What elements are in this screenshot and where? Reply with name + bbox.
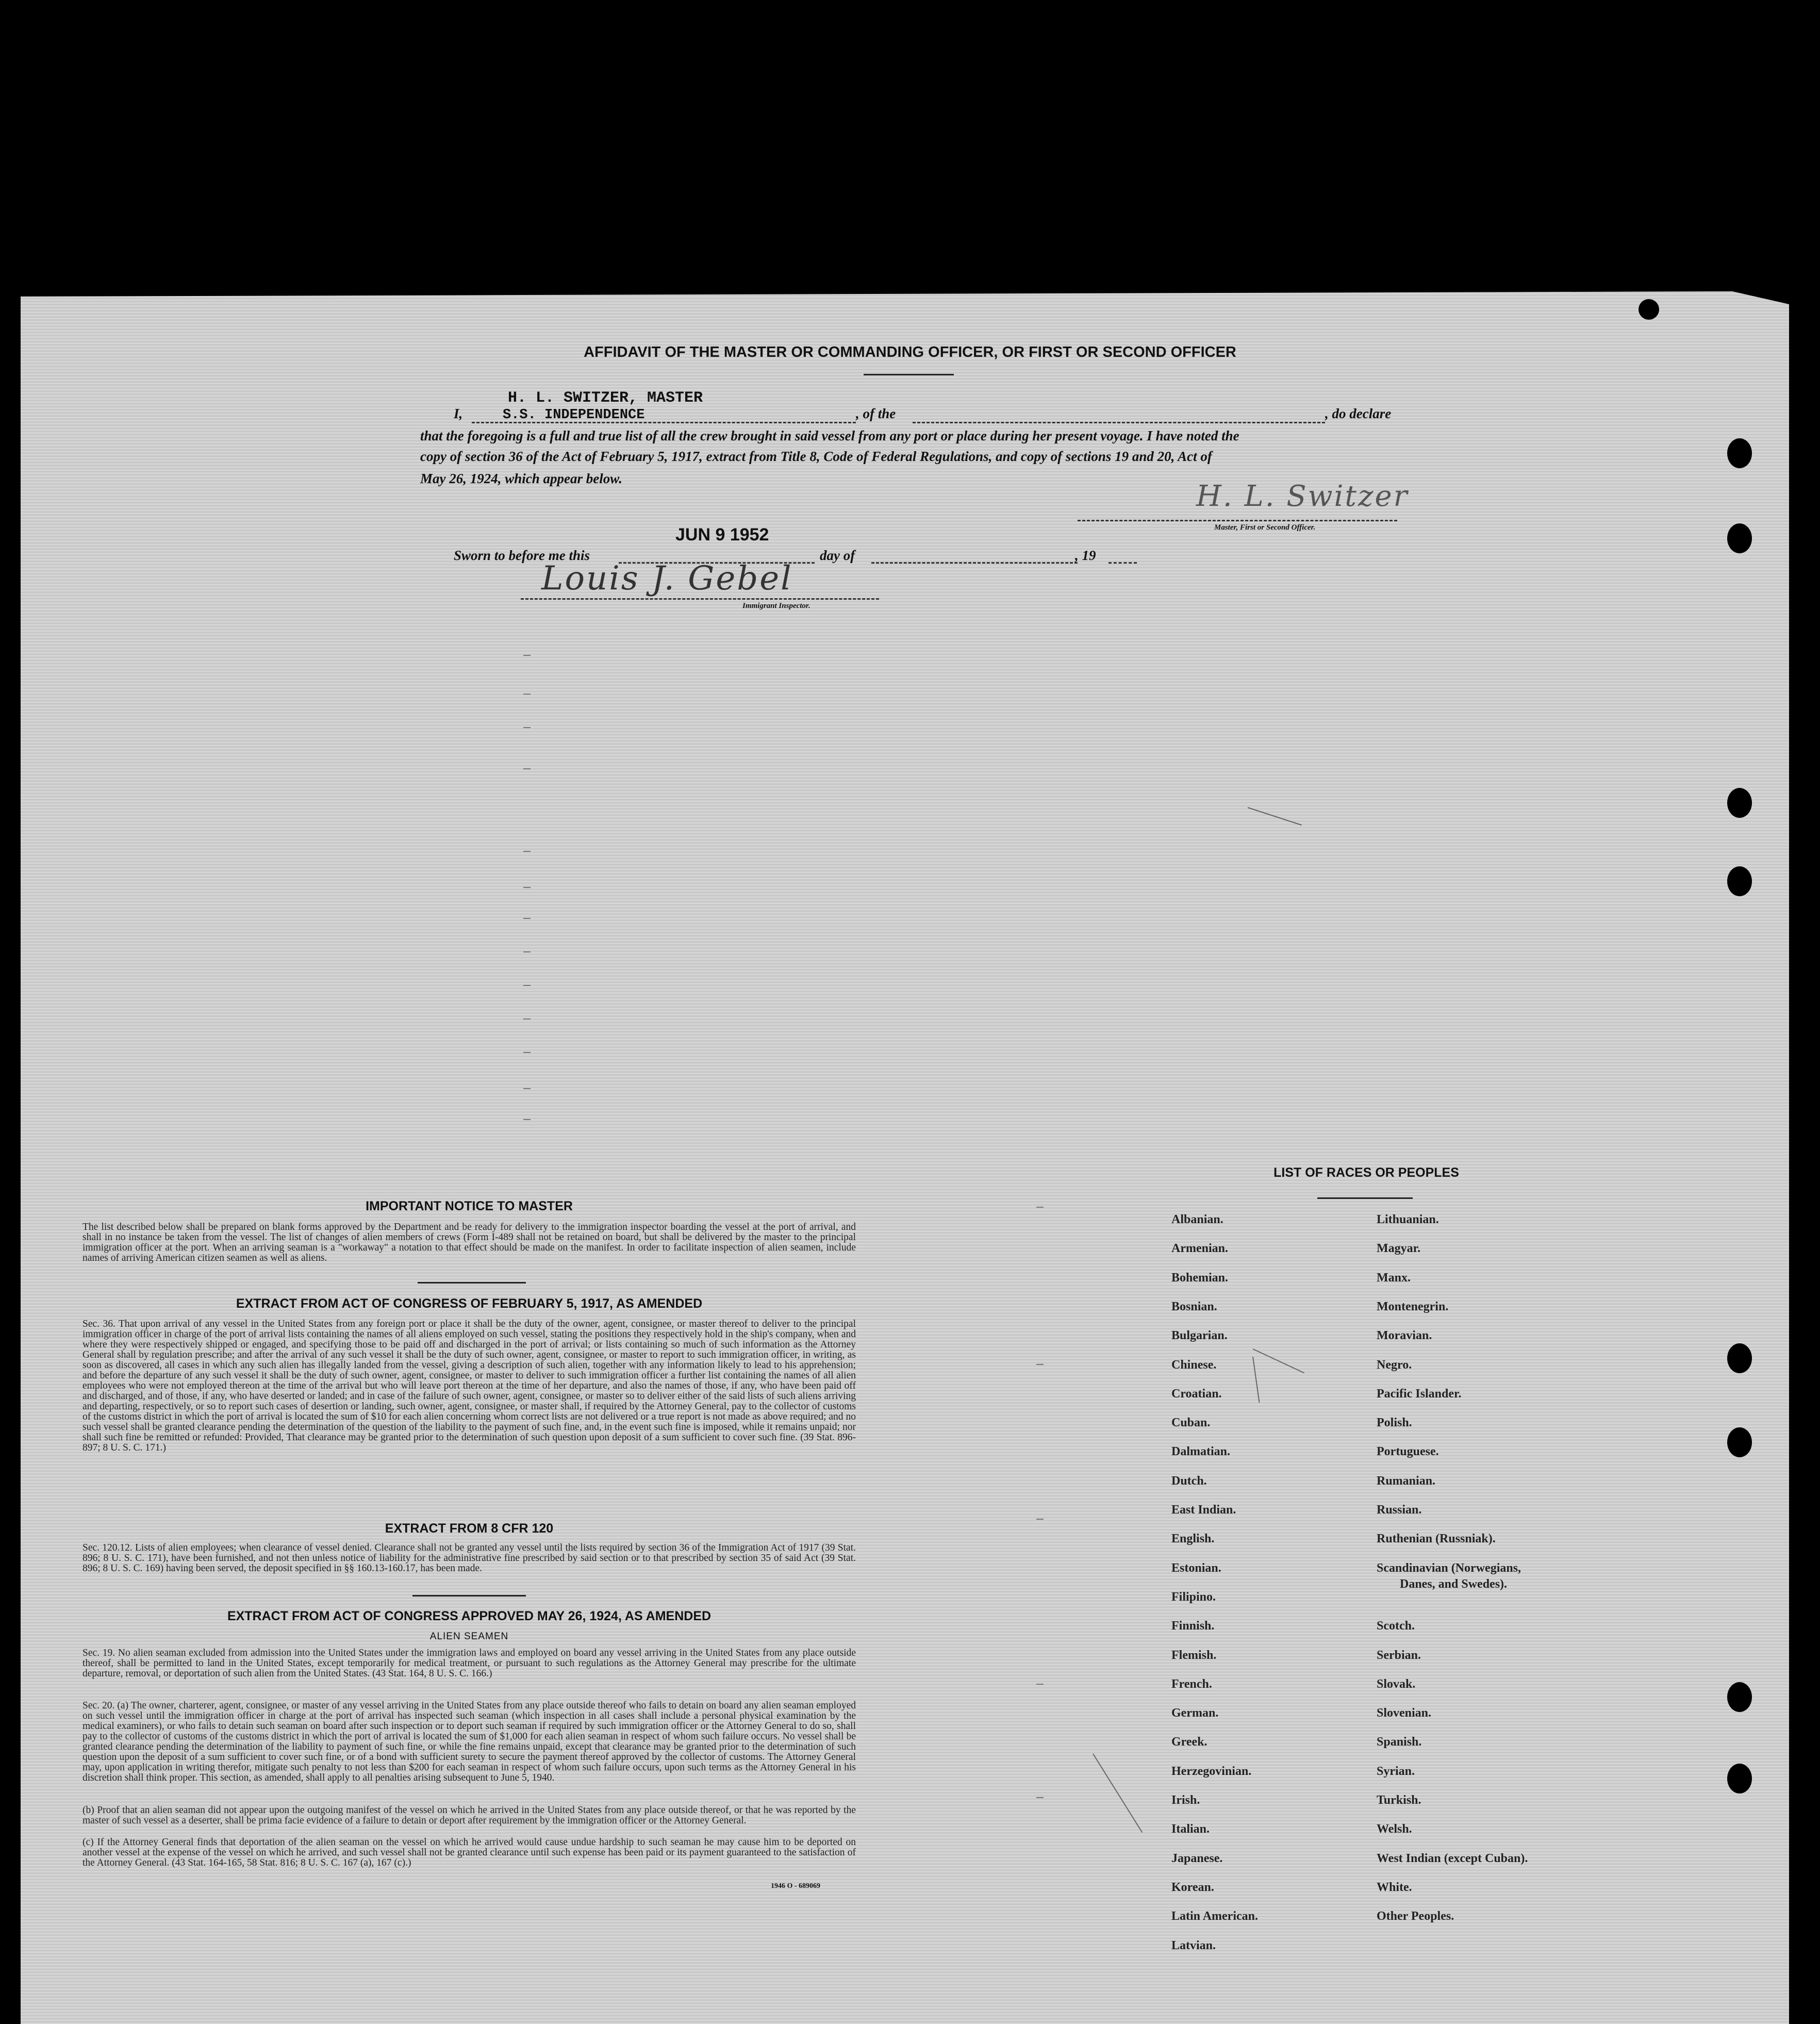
race-item: East Indian. bbox=[1171, 1503, 1236, 1517]
extract-cfr-text: Sec. 120.12. Lists of alien employees; when clearance of vessel denied. Clearance shall not be granted any vessel until the lists required by section 36 of the Immigration Act of 1917 (39 Stat. 896; 8 U. S. C. 171), have been furnished, and not then unless notice of liability for the administrative fine prescribed by said section or to that prescribed by section 35 of said Act (39 Stat. 896; 8 U. S. C. 169) having been served, the deposit specified in §§ 160.13-160.17, has been made. bbox=[82, 1542, 856, 1574]
section-19-text: Sec. 19. No alien seaman excluded from admission into the United States under the immigration laws and employed on board any vessel arriving in the United States from any place outside thereof, shall be permitted to land in the United States, except temporarily for medical treatment, or pursuant to such regulations as the Attorney General may prescribe for the ultimate departure, removal, or deportation of such alien from the United States. (43 Stat. 164, 8 U. S. C. 166.) bbox=[82, 1648, 856, 1679]
punch-hole bbox=[1727, 866, 1752, 896]
race-item: Montenegrin. bbox=[1377, 1299, 1449, 1313]
sworn-date-stamp: JUN 9 1952 bbox=[675, 525, 769, 545]
print-code: 1946 O - 689069 bbox=[771, 1882, 821, 1890]
race-item: Rumanian. bbox=[1377, 1474, 1436, 1488]
race-item: Latin American. bbox=[1171, 1910, 1258, 1923]
ledger-mark bbox=[523, 918, 531, 919]
ledger-mark bbox=[523, 887, 531, 888]
races-rule bbox=[1317, 1197, 1413, 1199]
race-item: Estonian. bbox=[1171, 1561, 1221, 1575]
punch-hole bbox=[1639, 299, 1659, 320]
notice-text: The list described below shall be prepared on blank forms approved by the Department and be ready for delivery to the immigration inspector boarding the vessel at the port of arrival, and shall in no instance be taken from the vessel. The list of changes of alien members of crews (Form I-489 shall not be retained on board, but shall be delivered by the master to the principal immigration officer at the port. When an arriving seaman is a "workaway" a notation to that effect should be made on the manifest. In order to facilitate inspection of alien seamen, include names of arriving American citizen seamen as well as aliens. bbox=[82, 1222, 856, 1263]
ledger-mark bbox=[523, 655, 531, 656]
race-item: English. bbox=[1171, 1532, 1215, 1546]
race-item: Magyar. bbox=[1377, 1242, 1421, 1256]
race-item: Negro. bbox=[1377, 1358, 1412, 1372]
inspector-signature-line bbox=[521, 598, 879, 600]
section-20a-text: Sec. 20. (a) The owner, charterer, agent, consignee, or master of any vessel arriving in the United States from any place outside thereof who fails to detain on board any alien seaman employed on such vessel until the immigration officer in charge at the port of arrival has inspected such seaman (which inspection in all cases shall include a personal physical examination by the medical examiners), or who fails to detain such seaman on board after such inspection or to deport such seaman if required by such immigration officer or the Attorney General to do so, shall pay to the collector of customs of the customs district in which the port of arrival is located the sum of $1,000 for each alien seaman in respect of whom such failure occurs. No vessel shall be granted clearance pending the determination of the liability to payment of such fine, or while the fine remains unpaid, except that clearance may be granted prior to the determination of such question upon the deposit of a sum sufficient to cover such fine, or of a bond with sufficient surety to secure the payment thereof approved by the collector of customs. The Attorney General may, upon application in writing therefor, mitigate such penalty to not less than $200 for each seaman in respect of whom such failure occurs, upon such terms as the Attorney General in his discretion shall think proper. This section, as amended, shall apply to all penalties arising subsequent to June 5, 1940. bbox=[82, 1700, 856, 1783]
inspector-caption: Immigrant Inspector. bbox=[742, 602, 810, 610]
punch-hole bbox=[1727, 788, 1752, 818]
race-item: Bulgarian. bbox=[1171, 1329, 1228, 1343]
extract-cfr-heading: EXTRACT FROM 8 CFR 120 bbox=[385, 1521, 554, 1536]
ledger-mark bbox=[523, 694, 531, 695]
race-item: West Indian (except Cuban). bbox=[1377, 1851, 1528, 1865]
section-rule bbox=[412, 1595, 526, 1597]
race-item: Polish. bbox=[1377, 1416, 1412, 1430]
ledger-mark bbox=[523, 768, 531, 769]
race-item: Syrian. bbox=[1377, 1764, 1415, 1778]
punch-hole bbox=[1727, 1427, 1752, 1457]
ledger-mark bbox=[523, 851, 531, 852]
ledger-mark bbox=[1036, 1207, 1044, 1208]
month-line bbox=[871, 562, 1078, 564]
race-item: Pacific Islander. bbox=[1377, 1387, 1462, 1401]
section-20c-text: (c) If the Attorney General finds that deportation of the alien seaman on the vessel on which he arrived would cause undue hardship to such seaman he may cause him to be deported on another vessel at the expense of the vessel on which he arrived, and such vessel shall not be granted clearance until such expense has been paid or its payment guaranteed to the satisfaction of the Attorney General. (43 Stat. 164-165, 58 Stat. 816; 8 U. S. C. 167 (a), 167 (c).) bbox=[82, 1837, 856, 1868]
race-item: Italian. bbox=[1171, 1822, 1210, 1836]
punch-hole bbox=[1727, 1764, 1752, 1793]
race-item: Scotch. bbox=[1377, 1619, 1415, 1633]
race-item: Serbian. bbox=[1377, 1648, 1421, 1662]
race-item: Moravian. bbox=[1377, 1329, 1432, 1343]
punch-hole bbox=[1727, 523, 1752, 553]
extract-1917-heading: EXTRACT FROM ACT OF CONGRESS OF FEBRUARY 5, 1917, AS AMENDED bbox=[236, 1296, 703, 1311]
race-item: Slovenian. bbox=[1377, 1706, 1432, 1720]
race-item: Albanian. bbox=[1171, 1213, 1223, 1226]
of-the-label: , of the bbox=[856, 406, 896, 421]
ledger-mark bbox=[523, 1119, 531, 1120]
punch-hole bbox=[1727, 1343, 1752, 1373]
race-item: Welsh. bbox=[1377, 1822, 1412, 1836]
race-item: French. bbox=[1171, 1677, 1212, 1691]
race-item: Flemish. bbox=[1171, 1648, 1217, 1662]
inspector-signature: Louis J. Gebel bbox=[541, 560, 793, 598]
ledger-mark bbox=[523, 951, 531, 952]
ledger-mark bbox=[1036, 1797, 1044, 1798]
race-item: Cuban. bbox=[1171, 1416, 1211, 1430]
alien-seamen-subheading: ALIEN SEAMEN bbox=[429, 1631, 509, 1642]
race-item: White. bbox=[1377, 1880, 1412, 1894]
race-item: Dutch. bbox=[1171, 1474, 1207, 1488]
race-item: Russian. bbox=[1377, 1503, 1422, 1517]
race-item: Herzegovinian. bbox=[1171, 1764, 1252, 1778]
race-item: Irish. bbox=[1171, 1793, 1200, 1807]
race-item: Spanish. bbox=[1377, 1735, 1422, 1749]
race-item: Greek. bbox=[1171, 1735, 1207, 1749]
ledger-mark bbox=[523, 727, 531, 728]
affidavit-body-line: that the foregoing is a full and true list of all the crew brought in said vessel from any port or place during her present voyage. I have noted the bbox=[420, 428, 1239, 443]
race-item: Bohemian. bbox=[1171, 1271, 1229, 1285]
race-item: Lithuanian. bbox=[1377, 1213, 1439, 1226]
race-item: Slovak. bbox=[1377, 1677, 1416, 1691]
race-item: Latvian. bbox=[1171, 1938, 1216, 1952]
race-item: Chinese. bbox=[1171, 1358, 1217, 1372]
of-the-line bbox=[913, 422, 1325, 423]
races-heading: LIST OF RACES OR PEOPLES bbox=[1273, 1165, 1459, 1180]
affidavit-body-line: copy of section 36 of the Act of February 5, 1917, extract from Title 8, Code of Federal Regulations, and copy of sections 19 and 20, Act of bbox=[420, 449, 1212, 464]
master-signature-line bbox=[1078, 520, 1397, 521]
ledger-mark bbox=[1036, 1519, 1044, 1520]
year-line bbox=[1108, 562, 1137, 564]
race-item: Croatian. bbox=[1171, 1387, 1222, 1401]
race-item: Dalmatian. bbox=[1171, 1445, 1230, 1459]
year-label: , 19 bbox=[1075, 548, 1096, 563]
ledger-mark bbox=[1036, 1684, 1044, 1685]
officer-name: H. L. SWITZER, MASTER bbox=[508, 389, 703, 407]
race-item: German. bbox=[1171, 1706, 1219, 1720]
ledger-mark bbox=[523, 1088, 531, 1089]
race-item: Bosnian. bbox=[1171, 1299, 1217, 1313]
ledger-mark bbox=[1036, 1364, 1044, 1365]
race-item: Portuguese. bbox=[1377, 1445, 1439, 1459]
title-rule bbox=[864, 374, 954, 375]
master-signature: H. L. Switzer bbox=[1196, 480, 1409, 513]
extract-1917-text: Sec. 36. That upon arrival of any vessel in the United States from any foreign port or place it shall be the duty of the owner, agent, consignee, or master thereof to deliver to the principal immigration officer in charge of the port of arrival lists containing the names of all aliens employed on such vessel, stating the positions they respectively hold in the ship's company, when and where they were respectively shipped or engaged, and specifying those to be paid off and discharged in the port of arrival; or lists containing so much of such information as the Attorney General shall by regulation prescribe; and after the arrival of any such vessel it shall be the duty of such owner, agent, consignee, or master to report to such immigration officer, in writing, as soon as discovered, all cases in which any such alien has illegally landed from the vessel, giving a description of such alien, together with any information likely to lead to his apprehension; and before the departure of any such vessel it shall be the duty of such owner, agent, consignee, or master to deliver to such immigration officer a further list containing the names of all alien employees who were not employed thereon at the time of the arrival but who will leave port thereon at the time of her departure, and also the names of those, if any, who have been paid off and discharged, and of those, if any, who have deserted or landed; and in case of the failure of such owner, agent, consignee, or master so to deliver either of the said lists of such aliens arriving and departing, respectively, or so to report such cases of desertion or landing, such owner, agent, consignee, or master shall, if required by the Attorney General, pay to the collector of customs of the customs district in which the port of arrival is located the sum of $10 for each alien concerning whom correct lists are not delivered or a true report is not made as above required; and no such vessel shall be granted clearance pending the determination of the question of the liability to the payment of such fine, and, in the event such fine is imposed, while it remains unpaid; nor shall such fine be remitted or refunded: Provided, That clearance may be granted prior to the determination of such question upon deposit of a sum sufficient to cover such fine. (39 Stat. 896-897; 8 U. S. C. 171.) bbox=[82, 1319, 856, 1453]
race-item: Japanese. bbox=[1171, 1851, 1223, 1865]
race-item: Danes, and Swedes). bbox=[1400, 1577, 1508, 1591]
master-caption: Master, First or Second Officer. bbox=[1214, 523, 1316, 532]
ledger-mark bbox=[523, 1018, 531, 1019]
day-of-label: day of bbox=[820, 548, 855, 563]
race-item: Turkish. bbox=[1377, 1793, 1421, 1807]
ledger-mark bbox=[523, 985, 531, 986]
ship-name: S.S. INDEPENDENCE bbox=[503, 407, 645, 423]
race-item: Korean. bbox=[1171, 1880, 1214, 1894]
race-item: Ruthenian (Russniak). bbox=[1377, 1532, 1496, 1546]
race-item: Finnish. bbox=[1171, 1619, 1215, 1633]
notice-heading: IMPORTANT NOTICE TO MASTER bbox=[366, 1199, 573, 1213]
race-item: Scandinavian (Norwegians, bbox=[1377, 1561, 1521, 1575]
sworn-label: Sworn to before me this bbox=[454, 548, 590, 563]
race-item: Filipino. bbox=[1171, 1590, 1216, 1604]
punch-hole bbox=[1727, 1682, 1752, 1712]
ledger-mark bbox=[523, 1052, 531, 1053]
affidavit-body-line: May 26, 1924, which appear below. bbox=[420, 471, 623, 486]
affidavit-title: AFFIDAVIT OF THE MASTER OR COMMANDING OFFICER, OR FIRST OR SECOND OFFICER bbox=[584, 344, 1236, 360]
race-item: Manx. bbox=[1377, 1271, 1411, 1285]
section-rule bbox=[418, 1282, 526, 1283]
race-item: Other Peoples. bbox=[1377, 1910, 1454, 1923]
race-item: Armenian. bbox=[1171, 1242, 1228, 1256]
do-declare-label: , do declare bbox=[1325, 406, 1392, 421]
section-20b-text: (b) Proof that an alien seaman did not appear upon the outgoing manifest of the vessel on which he arrived in the United States from any place outside thereof, or that he was reported by the master of such vessel as a deserter, shall be prima facie evidence of a failure to detain or deport after requirement by the immigration officer or the Attorney General. bbox=[82, 1805, 856, 1826]
punch-hole bbox=[1727, 438, 1752, 468]
affidavit-i-label: I, bbox=[454, 406, 463, 421]
extract-1924-heading: EXTRACT FROM ACT OF CONGRESS APPROVED MAY 26, 1924, AS AMENDED bbox=[227, 1609, 712, 1623]
